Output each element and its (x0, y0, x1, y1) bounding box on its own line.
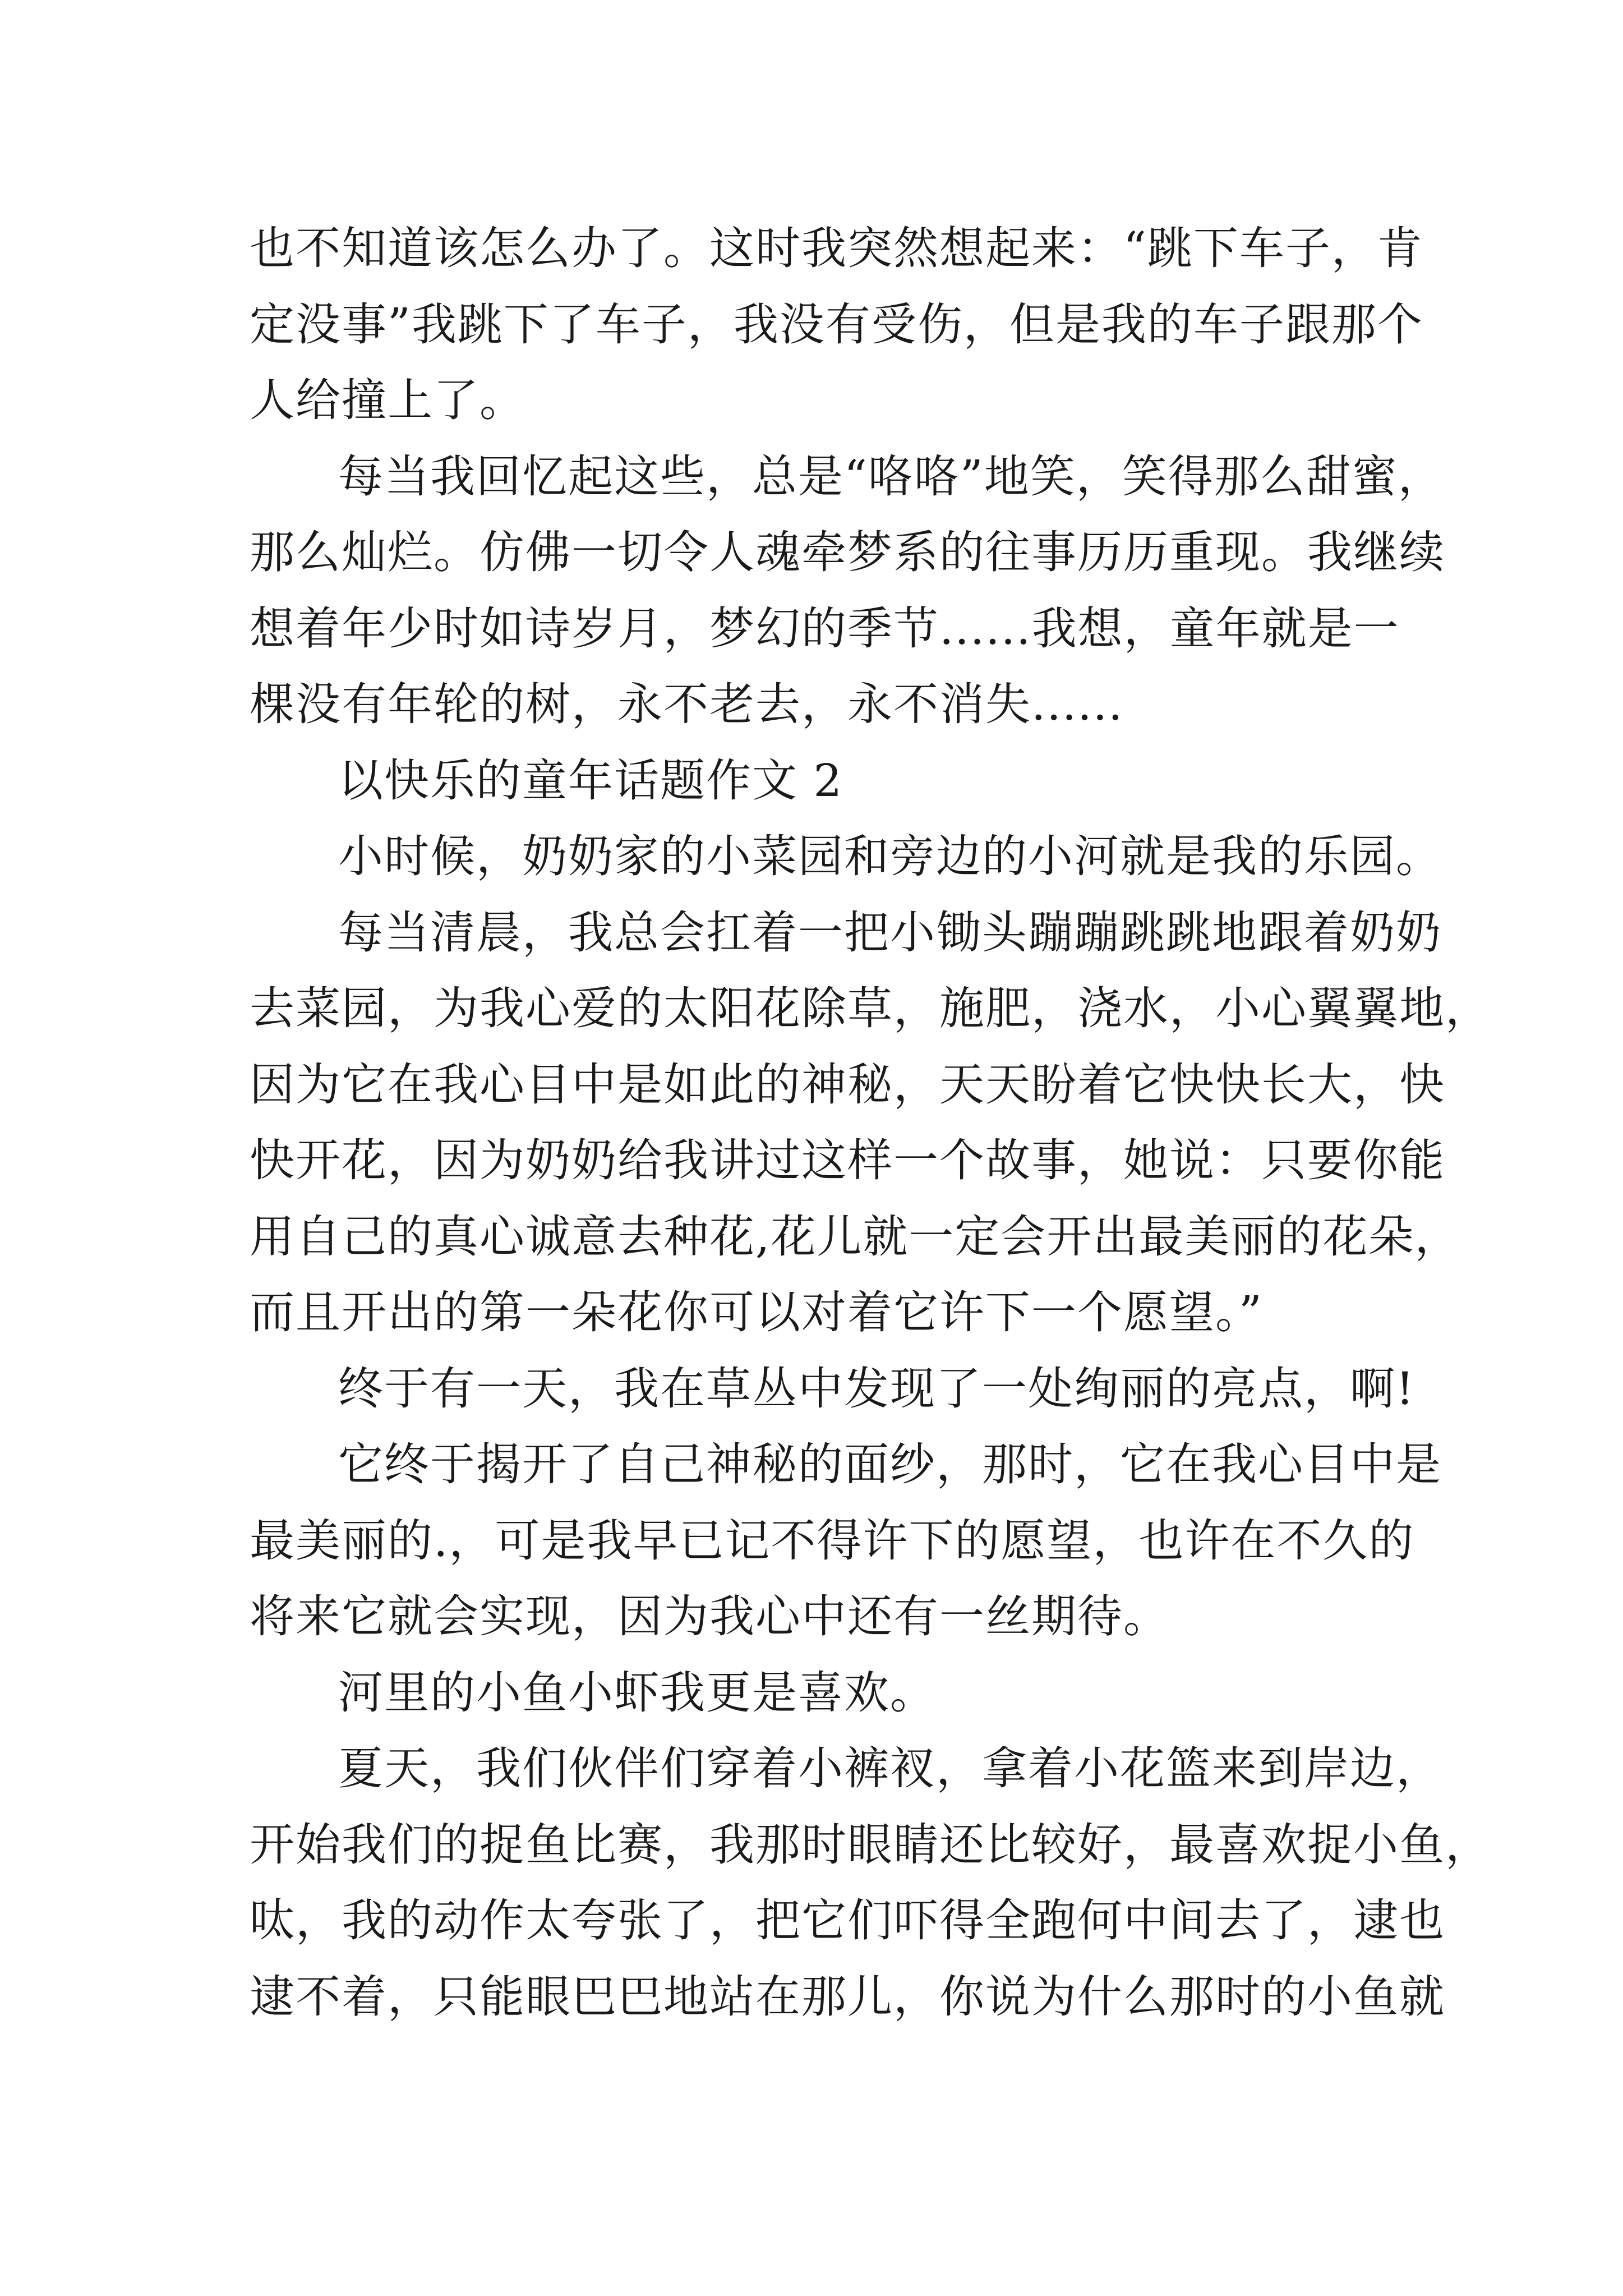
text-line: 逮不着，只能眼巴巴地站在那儿，你说为什么那时的小鱼就 (250, 1970, 1445, 2023)
text-line: 因为它在我心目中是如此的神秘，天天盼着它快快长大，快 (250, 1058, 1445, 1111)
text-line: 最美丽的.，可是我早已记不得许下的愿望，也许在不久的 (250, 1514, 1415, 1567)
text-line: 那么灿烂。仿佛一切令人魂牵梦系的往事历历重现。我继续 (250, 526, 1445, 578)
paragraph-start-line: 夏天，我们伙伴们穿着小裤衩，拿着小花篮来到岸边， (338, 1742, 1442, 1795)
paragraph-start-line: 小时候，奶奶家的小菜园和旁边的小河就是我的乐园。 (338, 830, 1442, 882)
text-line: 呔，我的动作太夸张了，把它们吓得全跑何中间去了，逮也 (250, 1894, 1445, 1947)
text-line: 去菜园，为我心爱的太阳花除草，施肥，浇水，小心翼翼地， (250, 982, 1491, 1034)
text-line: 将来它就会实现，因为我心中还有一丝期待。 (250, 1590, 1169, 1642)
paragraph-start-line: 每当清晨，我总会扛着一把小锄头蹦蹦跳跳地跟着奶奶 (338, 906, 1442, 959)
text-line: 快开花，因为奶奶给我讲过这样一个故事，她说：只要你能 (250, 1134, 1445, 1186)
text-line: 想着年少时如诗岁月，梦幻的季节......我想，童年就是一 (250, 602, 1400, 655)
essay-subtitle: 以快乐的童年话题作文 2 (338, 754, 843, 807)
text-line: 开始我们的捉鱼比赛，我那时眼睛还比较好，最喜欢捉小鱼， (250, 1818, 1491, 1871)
text-line: 也不知道该怎么办了。这时我突然想起来：“跳下车子，肯 (250, 222, 1423, 274)
text-line: 用自己的真心诚意去种花,花儿就一定会开出最美丽的花朵， (250, 1210, 1461, 1263)
paragraph-start-line: 每当我回忆起这些，总是“咯咯”地笑，笑得那么甜蜜， (338, 450, 1444, 503)
paragraph-start-line: 河里的小鱼小虾我更是喜欢。 (338, 1666, 936, 1719)
text-line: 人给撞上了。 (250, 374, 525, 426)
essay-text-block (250, 210, 1491, 2035)
paragraph-start-line: 终于有一天，我在草丛中发现了一处绚丽的亮点，啊! (338, 1362, 1415, 1415)
text-line: 而且开出的第一朵花你可以对着它许下一个愿望。” (250, 1286, 1263, 1338)
paragraph-start-line: 它终于揭开了自己神秘的面纱，那时，它在我心目中是 (338, 1438, 1442, 1490)
text-line: 棵没有年轮的树，永不老去，永不消失...... (250, 678, 1124, 730)
text-line: 定没事”我跳下了车子，我没有受伤，但是我的车子跟那个 (250, 298, 1423, 351)
